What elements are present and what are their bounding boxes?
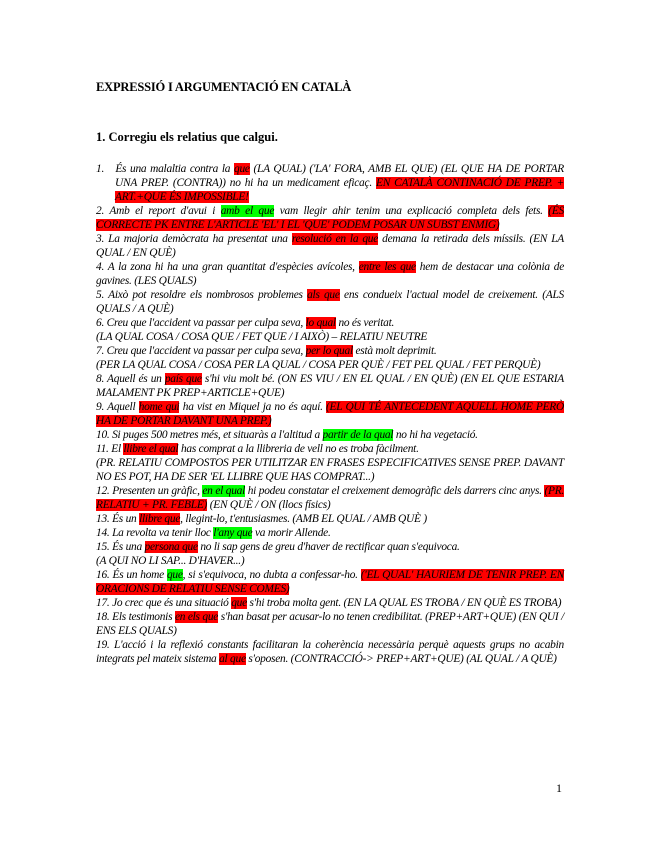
exercise-text: (A QUI NO LI SAP... D'HAVER...) [96,555,245,567]
exercise-item [96,428,564,442]
exercise-text: 10. Si puges 500 metres més, et situaràs a l'altitud a [96,429,323,441]
exercise-text: 7. Creu que l'accident va passar per culpa seva, [96,345,306,357]
exercise-text: (EN QUÈ / ON (llocs físics) [207,499,331,511]
correction-highlight-red: (PR. RELATIU + PR. FEBLE) [96,485,564,511]
exercise-text: 4. A la zona hi ha una gran quantitat d'espècies avícoles, [96,261,359,273]
exercise-item [96,288,564,316]
exercise-text: 5. Això pot resoldre els nombrosos problemes [96,289,308,301]
section-title: 1. Corregiu els relatius que calgui. [96,130,278,144]
exercise-item [96,232,564,260]
exercise-text: no hi ha vegetació. [393,429,478,441]
correct-highlight-green: en el qual [202,485,246,497]
exercise-item [96,512,564,526]
exercise-list [96,162,564,666]
exercise-text: 14. La revolta va tenir lloc [96,527,214,539]
exercise-item [96,554,564,568]
correction-highlight-red: lo qual [305,317,336,329]
exercise-item [96,330,564,344]
correction-highlight-red: (EL QUI TÉ ANTECEDENT AQUELL HOME PERÒ HA DE PORTAR DAVANT UNA PREP.) [96,401,564,427]
exercise-text: 1. És una malaltia contra la [96,163,234,175]
page-number: 1 [556,781,562,795]
exercise-text: has comprat a la llibreria de vell no es troba fàcilment. [178,443,419,455]
correction-highlight-red: als que [307,289,340,301]
exercise-text: 12. Presenten un gràfic, [96,485,203,497]
exercise-text: s'hi troba molta gent. (EN LA QUAL ES TROBA / EN QUÈ ES TROBA) [246,597,562,609]
exercise-text: hi podeu constatar el creixement demogràfic dels darrers cinc anys. [245,485,545,497]
correct-highlight-green: que [166,569,183,581]
exercise-text: està molt deprimit. [352,345,437,357]
exercise-text: 3. La majoria demòcrata ha presentat una [96,233,292,245]
exercise-text: 16. És un home [96,569,167,581]
correction-highlight-red: resolució en la que [291,233,379,245]
exercise-text: 9. Aquell [96,401,139,413]
exercise-text: (LA QUAL COSA / COSA QUE / FET QUE / I AIXÒ) – RELATIU NEUTRE [96,331,428,343]
correction-highlight-red: per lo qual [305,345,353,357]
exercise-text: 11. El [96,443,124,455]
exercise-item [96,568,564,596]
exercise-text: demana la retirada dels míssils. (EN LA QUAL / EN QUÈ) [96,233,564,259]
exercise-text: , llegint-lo, t'entusiasmes. (AMB EL QUAL / AMB QUÈ ) [180,513,427,525]
correction-highlight-red: persona que [144,541,198,553]
exercise-item [96,540,564,554]
exercise-text: no és veritat. [335,317,395,329]
exercise-text: va morir Allende. [252,527,331,539]
exercise-text: 18. Els testimonis [96,611,175,623]
exercise-text: s'han basat per acusar-lo no tenen credibilitat. (PREP+ART+QUE) (EN QUI / ENS ELS QUALS) [96,611,565,637]
exercise-text: s'oposen. (CONTRACCIÓ-> PREP+ART+QUE) (AL QUAL / A QUÈ) [245,653,557,665]
exercise-text: (LA QUAL) ('LA' FORA, AMB EL QUE) (EL QUE HA DE PORTAR UNA PREP. (CONTRA)) no hi ha un medicament eficaç. [115,163,564,189]
exercise-text: hem de destacar una colònia de gavines. (LES QUALS) [96,261,565,287]
correct-highlight-green: amb el que [220,205,275,217]
exercise-item [96,596,564,610]
exercise-text: s'hi viu molt bé. (ON ES VIU / EN EL QUAL / EN QUÈ) (EN EL QUE ESTARIA MALAMENT PK PREP+ARTICLE+QUE) [96,373,564,399]
correction-highlight-red: en els que [174,611,219,623]
correct-highlight-green: l'any que [213,527,253,539]
exercise-item [96,162,564,204]
exercise-item [96,456,564,484]
exercise-item [96,372,564,400]
exercise-item [96,638,564,666]
exercise-text: ens condueix l'actual model de creixement. (ALS QUALS / A QUÈ) [96,289,564,315]
exercise-text: 8. Aquell és un [96,373,165,385]
exercise-text: ha vist en Miquel ja no és aquí. [179,401,327,413]
exercise-item [96,442,564,456]
exercise-text: 15. És una [96,541,145,553]
exercise-text: vam llegir ahir tenim una explicació completa dels fets. [274,205,549,217]
correction-highlight-red: EN CATALÀ CONTINACIÓ DE PREP. + ART.+QUE ÉS IMPOSSIBLE! [115,177,565,203]
exercise-text: 6. Creu que l'accident va passar per culpa seva, [96,317,306,329]
exercise-item [96,400,564,428]
correction-highlight-red: país que [164,373,202,385]
exercise-text: no li sap gens de greu d'haver de rectificar quan s'equivoca. [197,541,460,553]
document-title: EXPRESSIÓ I ARGUMENTACIÓ EN CATALÀ [96,80,352,94]
exercise-item [96,484,564,512]
exercise-item [96,204,564,232]
exercise-item [96,610,564,638]
exercise-item [96,316,564,330]
correction-highlight-red: home qui [138,401,180,413]
correction-highlight-red: que [234,163,250,175]
correction-highlight-red: llibre que [139,513,181,525]
correction-highlight-red: al que [219,653,246,665]
correction-highlight-red: (ÉS CORRECTE PK ENTRE L'ARTICLE 'EL' I EL 'QUE' PODEM POSAR UN SUBST ENMIG) [96,205,564,231]
exercise-item [96,526,564,540]
correct-highlight-green: partir de la qual [322,429,394,441]
exercise-item [96,358,564,372]
correction-highlight-red: entre les que [358,261,416,273]
exercise-text: 2. Amb el report d'avui i [96,205,221,217]
exercise-text: 19. L'acció i la reflexió constants facilitaran la coherència necessària perquè aquests grups no acabin integrats pel mateix sistema [96,639,564,665]
correction-highlight-red: que [231,597,247,609]
exercise-text: 13. És un [96,513,140,525]
correction-highlight-red: ('EL QUAL' HAURIEM DE TENIR PREP. EN ORACIONS DE RELATIU SENSE COMES) [96,569,564,595]
exercise-text: (PER LA QUAL COSA / COSA PER LA QUAL / COSA PER QUÈ / FET PEL QUAL / FET PERQUÈ) [96,359,541,371]
exercise-item [96,260,564,288]
exercise-text: (PR. RELATIU COMPOSTOS PER UTILITZAR EN FRASES ESPECIFICATIVES SENSE PREP. DAVANT NO ES POT, HA DE SER 'EL LLIBRE QUE HAS COMPRAT...) [96,457,564,483]
exercise-text: 17. Jo crec que és una situació [96,597,232,609]
exercise-item [96,344,564,358]
exercise-text: , si s'equivoca, no dubta a confessar-ho. [182,569,361,581]
correction-highlight-red: llibre el qual [123,443,179,455]
